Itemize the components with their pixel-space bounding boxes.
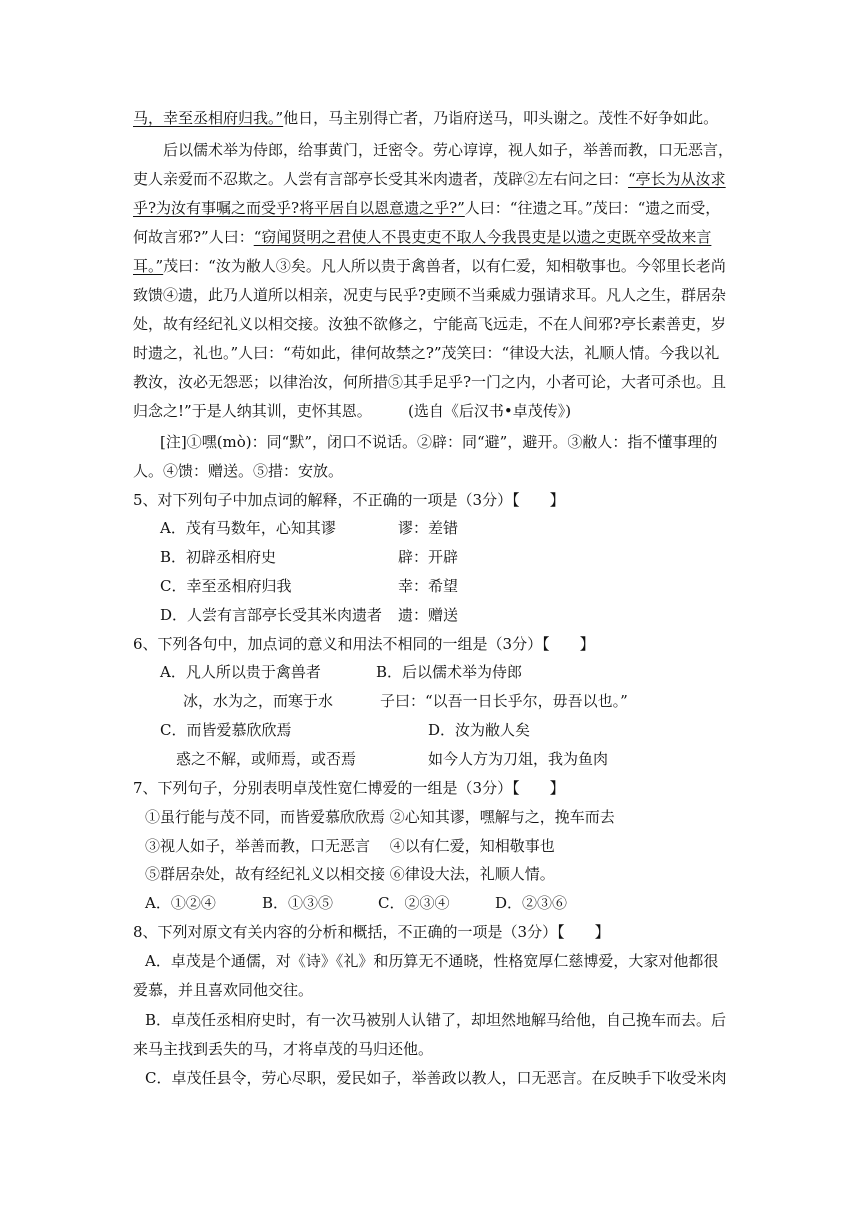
passage-text: 吏人亲爱而不忍欺之。人尝有言部亭长受其米肉遗者，茂辟②左右问之曰： <box>133 170 629 188</box>
question-6-stem: 6、下列各句中，加点词的意义和用法不相同的一组是（3分）【 】 <box>133 635 595 653</box>
underlined-sentence: 耳。” <box>133 257 164 275</box>
q8-option-c: C．卓茂任县令，劳心尽职，爱民如子，举善政以教人，口无恶言。在反映手下收受米肉 <box>145 1069 727 1087</box>
passage-line <box>133 227 711 247</box>
underlined-sentence: “亭长为从汝求 <box>628 170 726 188</box>
underlined-sentence: “窃闻贤明之君使人不畏吏吏不取人今我畏吏是以遗之吏既卒受故来言 <box>253 228 712 246</box>
underlined-sentence: 乎?为汝有事嘱之而受乎?将平居自以恩意遗之乎?” <box>133 199 465 217</box>
passage-text: 茂曰：“汝为敝人③矣。凡人所以贵于禽兽者，以有仁爱，知相敬事也。今邻里长老尚 <box>163 257 726 275</box>
q7-choice-d: D．②③⑥ <box>495 894 568 912</box>
passage-line <box>133 256 726 276</box>
passage-text: 人曰：“往遗之耳。”茂曰：“遗之而受， <box>464 199 721 217</box>
passage-line <box>133 169 726 189</box>
underlined-sentence: 马，幸至丞相府归我。” <box>133 109 284 127</box>
q5-option-d: D．人尝有言部亭长受其米肉遗者 <box>160 606 383 624</box>
passage-line: 后以儒术举为侍郎，给事黄门，迁密令。劳心谆谆，视人如子，举善而教，口无恶言， <box>163 141 734 159</box>
passage-line: 时遗之，礼也。”人曰：“苟如此，律何故禁之?”茂笑曰：“律设大法，礼顺人情。今我以礼 <box>133 344 720 362</box>
passage-line: 致馈④遗，此乃人道所以相亲，况吏与民乎?吏顾不当乘威力强请求耳。凡人之生，群居杂 <box>133 286 727 304</box>
question-5-stem: 5、对下列句子中加点词的解释，不正确的一项是（3分）【 】 <box>133 491 565 509</box>
question-8-stem: 8、下列对原文有关内容的分析和概括，不正确的一项是（3分）【 】 <box>133 923 610 941</box>
passage-line: 教汝，汝必无怨恶；以律治汝，何所措⑤其手足乎?一门之内，小者可论，大者可杀也。且 <box>133 373 727 391</box>
passage-line: 处，故有经纪礼义以相交接。汝独不欲修之，宁能高飞远走，不在人间邪?亭长素善吏，岁 <box>133 315 727 333</box>
question-7-stem: 7、下列句子，分别表明卓茂性宽仁博爱的一组是（3分）【 】 <box>133 779 565 797</box>
passage-text: 他日，马主别得亡者，乃诣府送马，叩头谢之。茂性不好争如此。 <box>283 109 719 127</box>
q8-option-a-cont: 爱慕，并且喜欢同他交往。 <box>133 981 314 999</box>
q5-gloss-b: 辟：开辟 <box>398 548 459 566</box>
q5-gloss-c: 幸：希望 <box>398 577 459 595</box>
source-citation: (选自《后汉书•卓茂传》) <box>408 402 572 420</box>
q7-choice-c: C．②③④ <box>378 894 450 912</box>
passage-line <box>133 198 720 218</box>
passage-line: 归念之!”于是人纳其训，吏怀其恩。 <box>133 402 372 420</box>
q6-option-c-pair: 惑之不解，或师焉，或否焉 <box>176 750 357 768</box>
q7-choice-b: B．①③⑤ <box>262 894 334 912</box>
q6-option-c: C．而皆爱慕欣欣焉 <box>160 721 292 739</box>
footnote-line: 人。④馈：赠送。⑤措：安放。 <box>133 462 344 480</box>
q6-option-a: A．凡人所以贵于禽兽者 <box>160 663 321 681</box>
passage-line <box>133 108 718 128</box>
q6-option-d: D．汝为敝人矣 <box>428 721 531 739</box>
q7-choice-a: A．①②④ <box>145 894 216 912</box>
q7-statement-line: ①虽行能与茂不同，而皆爱慕欣欣焉 ②心知其谬，嘿解与之，挽车而去 <box>145 808 615 826</box>
q5-gloss-d: 遗：赠送 <box>398 606 459 624</box>
q6-option-b-pair: 子曰：“以吾一日长乎尔，毋吾以也。” <box>380 692 628 710</box>
q5-gloss-a: 谬：差错 <box>398 519 459 537</box>
q6-option-b: B．后以儒术举为侍郎 <box>376 663 523 681</box>
q5-option-c: C．幸至丞相府归我 <box>160 577 292 595</box>
footnote-line: [注]①嘿(mò)：同“默”，闭口不说话。②辟：同“避”，避开。③敝人：指不懂事理的 <box>160 433 718 451</box>
q6-option-a-pair: 冰，水为之，而寒于水 <box>183 692 334 710</box>
q5-option-a: A．茂有马数年，心知其谬 <box>160 519 336 537</box>
q8-option-b-cont: 来马主找到丢失的马，才将卓茂的马归还他。 <box>133 1040 434 1058</box>
q7-statement-line: ③视人如子，举善而教，口无恶言 ④以有仁爱，知相敬事也 <box>145 837 555 855</box>
q7-statement-line: ⑤群居杂处，故有经纪礼义以相交接 ⑥律设大法，礼顺人情。 <box>145 865 555 883</box>
q8-option-b: B．卓茂任丞相府史时，有一次马被别人认错了，却坦然地解马给他，自己挽车而去。后 <box>145 1011 727 1029</box>
passage-text: 何故言邪?”人曰： <box>133 228 254 246</box>
q6-option-d-pair: 如今人方为刀俎，我为鱼肉 <box>428 750 609 768</box>
q5-option-b: B．初辟丞相府史 <box>160 548 277 566</box>
q8-option-a: A．卓茂是个通儒，对《诗》《礼》和历算无不通晓，性格宽厚仁慈博爱，大家对他都很 <box>145 952 719 970</box>
